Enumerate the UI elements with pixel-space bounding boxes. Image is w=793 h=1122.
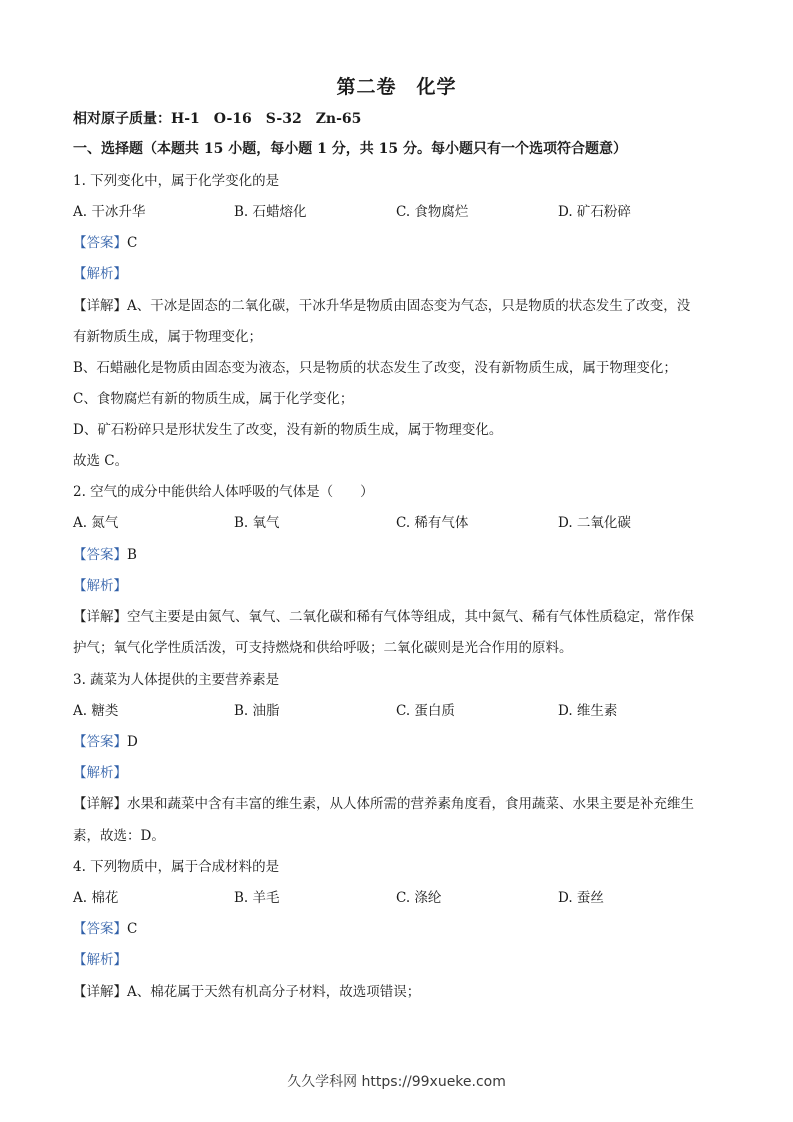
q3-answer [73, 733, 138, 751]
section-heading: 一、选择题（本题共 15 小题，每小题 1 分，共 15 分。每小题只有一个选项符合题意） [73, 141, 627, 157]
q3-analysis-tag: 【解析】 [73, 765, 127, 781]
q1-option-d: D. 矿石粉碎 [558, 204, 631, 220]
answer-tag: 【答案】 [73, 235, 127, 251]
q4-option-a: A. 棉花 [73, 890, 119, 906]
q1-detail-line-1 [73, 297, 690, 315]
q2-analysis-tag: 【解析】 [73, 578, 127, 594]
answer-value: B [127, 547, 137, 563]
detail-text: 空气主要是由氮气、氧气、二氧化碳和稀有气体等组成，其中氮气、稀有气体性质稳定，常作保 [127, 609, 694, 625]
q1-detail-line-5: D、矿石粉碎只是形状发生了改变，没有新的物质生成，属于物理变化。 [73, 422, 503, 438]
q4-analysis-tag: 【解析】 [73, 952, 127, 968]
q1-option-a: A. 干冰升华 [73, 204, 146, 220]
q1-detail-line-2: 有新物质生成，属于物理变化； [73, 329, 262, 345]
detail-tag: 【详解】 [73, 984, 127, 1000]
q2-detail-line-2: 护气；氧气化学性质活泼，可支持燃烧和供给呼吸；二氧化碳则是光合作用的原料。 [73, 640, 573, 656]
q3-option-d: D. 维生素 [558, 703, 618, 719]
q1-detail-line-4: C、食物腐烂有新的物质生成，属于化学变化； [73, 391, 354, 407]
q1-answer [73, 234, 137, 252]
question-1-stem: 1. 下列变化中，属于化学变化的是 [73, 173, 280, 189]
q4-option-d: D. 蚕丝 [558, 890, 604, 906]
answer-value: D [127, 734, 138, 750]
atomic-mass-line: 相对原子质量：H-1 O-16 S-32 Zn-65 [73, 111, 362, 127]
detail-tag: 【详解】 [73, 298, 127, 314]
q1-option-b: B. 石蜡熔化 [234, 204, 307, 220]
answer-tag: 【答案】 [73, 734, 127, 750]
q4-answer [73, 920, 137, 938]
page-title: 第二卷 化学 [336, 76, 457, 98]
q3-option-b: B. 油脂 [234, 703, 280, 719]
q2-detail-line-1 [73, 608, 694, 626]
q4-option-c: C. 涤纶 [396, 890, 442, 906]
answer-value: C [127, 921, 138, 937]
q3-option-c: C. 蛋白质 [396, 703, 455, 719]
footer-watermark: 久久学科网 https://99xueke.com [287, 1074, 506, 1090]
answer-value: C [127, 235, 138, 251]
detail-tag: 【详解】 [73, 609, 127, 625]
answer-tag: 【答案】 [73, 547, 127, 563]
detail-text: A、干冰是固态的二氧化碳，干冰升华是物质由固态变为气态，只是物质的状态发生了改变，没 [127, 298, 691, 314]
detail-text: A、棉花属于天然有机高分子材料，故选项错误； [127, 984, 421, 1000]
detail-tag: 【详解】 [73, 796, 127, 812]
q1-option-c: C. 食物腐烂 [396, 204, 469, 220]
q2-option-a: A. 氮气 [73, 515, 119, 531]
q2-option-d: D. 二氧化碳 [558, 515, 631, 531]
q3-detail-line-2: 素，故选：D。 [73, 828, 165, 844]
q2-option-c: C. 稀有气体 [396, 515, 469, 531]
q1-analysis-tag: 【解析】 [73, 266, 127, 282]
question-2-stem: 2. 空气的成分中能供给人体呼吸的气体是（ ） [73, 484, 374, 500]
q4-option-b: B. 羊毛 [234, 890, 280, 906]
q1-detail-line-3: B、石蜡融化是物质由固态变为液态，只是物质的状态发生了改变，没有新物质生成，属于物理变化； [73, 360, 677, 376]
q2-answer [73, 546, 137, 564]
q3-detail-line-1 [73, 795, 694, 813]
detail-text: 水果和蔬菜中含有丰富的维生素，从人体所需的营养素角度看，食用蔬菜、水果主要是补充维生 [127, 796, 694, 812]
q4-detail-line-1 [73, 983, 420, 1001]
q3-option-a: A. 糖类 [73, 703, 119, 719]
question-4-stem: 4. 下列物质中，属于合成材料的是 [73, 859, 280, 875]
answer-tag: 【答案】 [73, 921, 127, 937]
question-3-stem: 3. 蔬菜为人体提供的主要营养素是 [73, 672, 280, 688]
q1-detail-line-6: 故选 C。 [73, 453, 129, 469]
q2-option-b: B. 氧气 [234, 515, 280, 531]
